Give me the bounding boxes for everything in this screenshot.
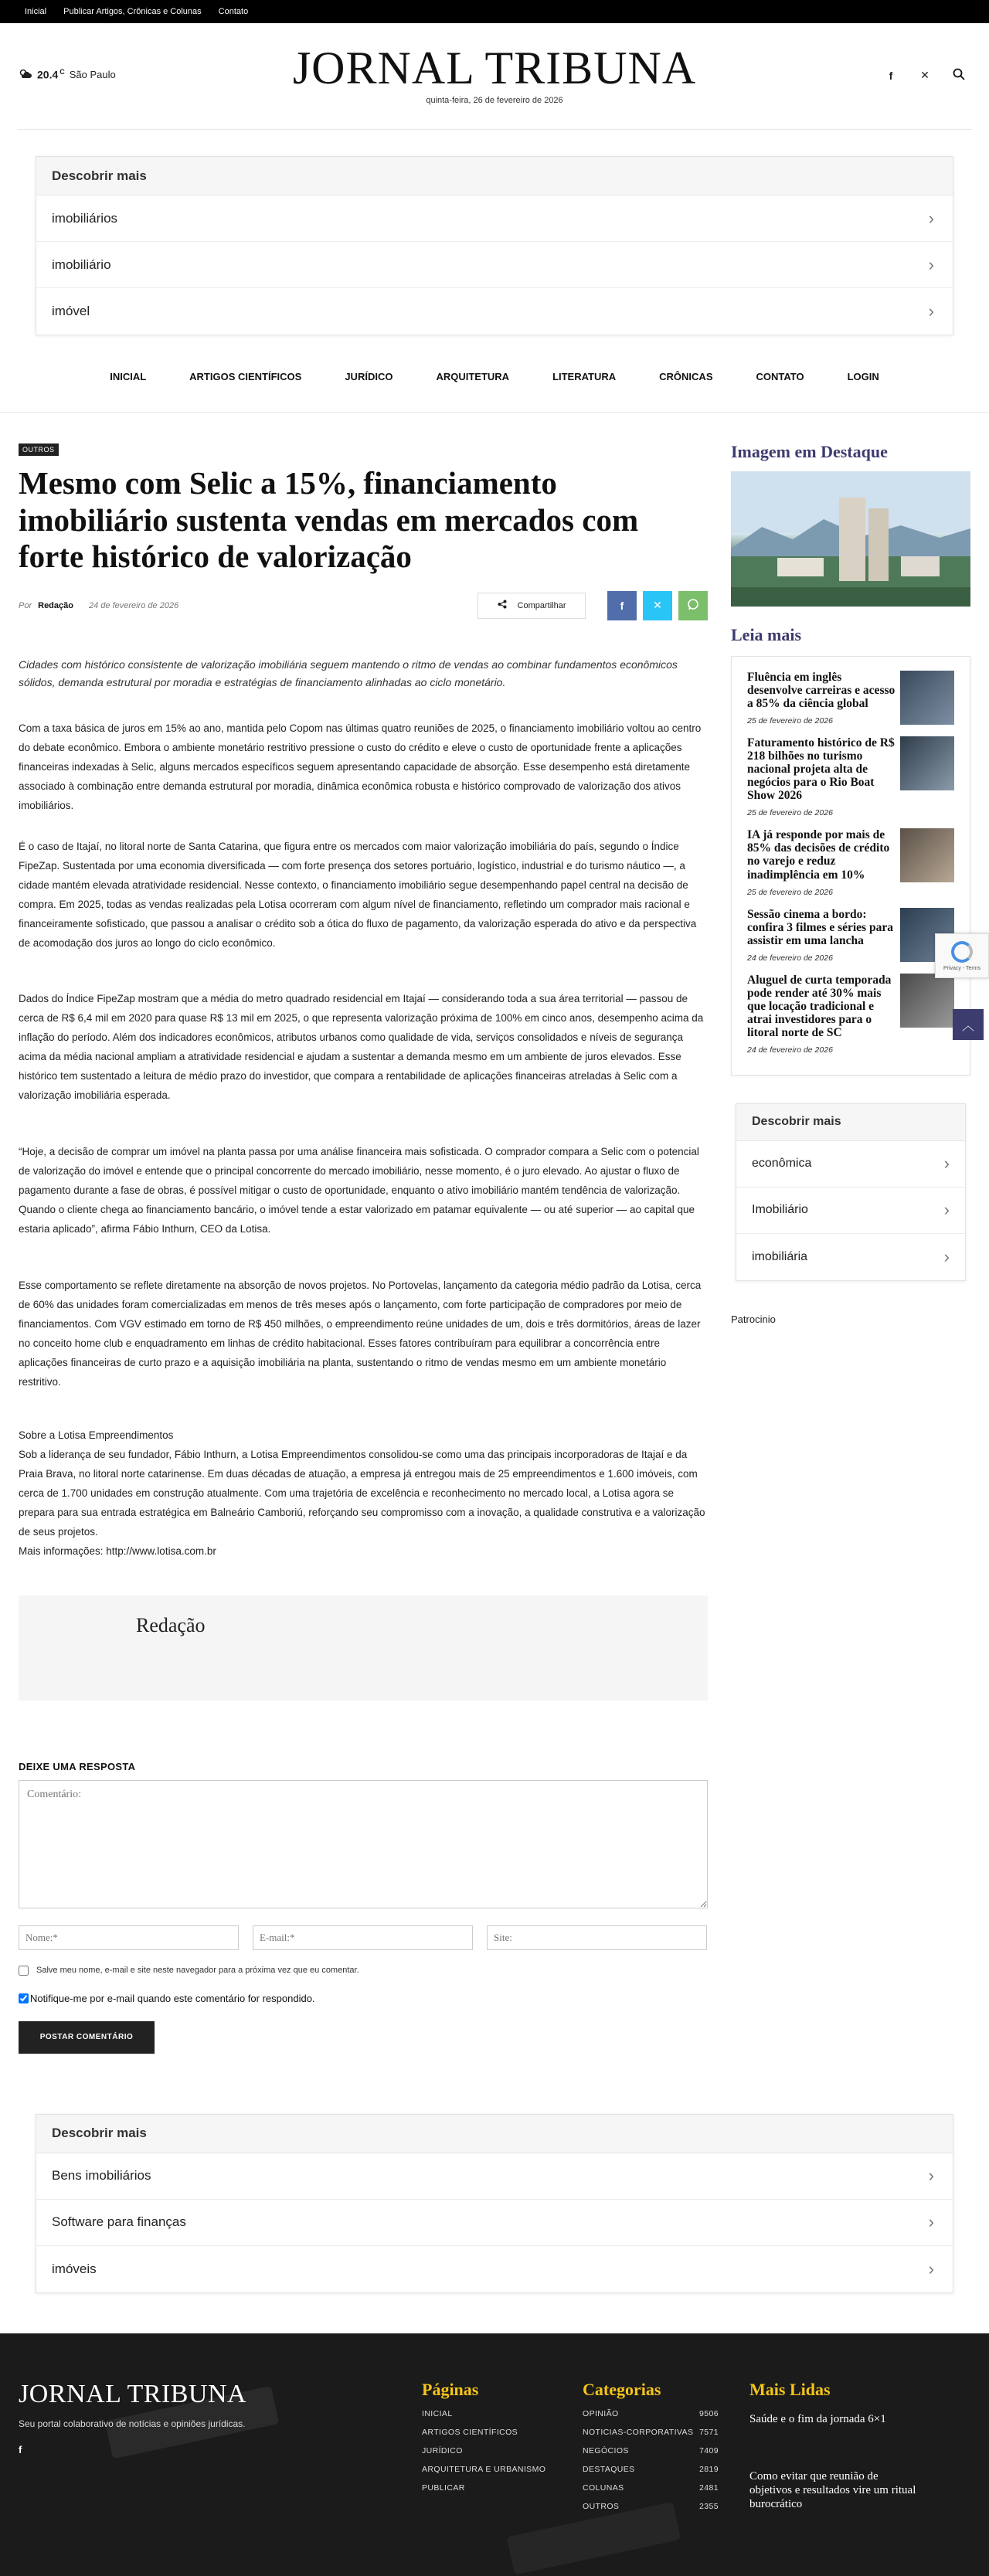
read-more-thumbnail[interactable] — [900, 736, 954, 790]
read-more-item[interactable] — [747, 828, 954, 896]
footer-most-read-title: Mais Lidas — [749, 2379, 831, 2399]
read-more-title-text[interactable]: Fluência em inglês desenvolve carreiras e acesso a 85% da ciência global — [747, 671, 896, 711]
read-more-thumbnail[interactable] — [900, 974, 954, 1028]
whatsapp-icon — [687, 598, 699, 613]
chevron-right-icon: › — [943, 1246, 950, 1266]
facebook-icon[interactable]: f — [889, 69, 893, 82]
discover-title: Descobrir mais — [36, 157, 953, 195]
read-more-date: 24 de fevereiro de 2026 — [747, 953, 833, 963]
footer-pages-title: Páginas — [422, 2379, 479, 2399]
byline-prefix: Por — [19, 600, 32, 610]
nav-item-arquitetura[interactable]: ARQUITETURA — [436, 371, 510, 382]
notify-checkbox-row[interactable] — [19, 1993, 708, 2004]
facebook-icon: f — [620, 599, 624, 612]
discover-more-top — [36, 156, 953, 335]
read-more-item[interactable] — [747, 908, 954, 963]
nav-item-cronicas[interactable]: CRÔNICAS — [659, 371, 713, 382]
article-paragraph: É o caso de Itajaí, no litoral norte de Santa Catarina, que figura entre os mercados com maior valorização imobiliária do país, segundo o Índice FipeZap. Sustentada por uma economia diversificada — com forte presença dos setores portuário, logístico, industrial e do turismo náutico —, a cidade mantém elevada atratividade residencial. Nesse contexto, o financiamento imobiliário segue desempenhando papel central na decisão de compra. Em 2025, todas as vendas realizadas pela Lotisa ocorreram com algum nível de financiamento, refletindo um comprador mais racional e financeiramente sofisticado, que passou a analisar o crédito sob a ótica do fluxo de pagamento, da valorização esperada do ativo e da perspectiva de acomodação dos juros ao longo do ciclo econômico. — [19, 840, 697, 949]
article-paragraph: Esse comportamento se reflete diretamente na absorção de novos projetos. No Portovelas, lançamento da categoria médio padrão da Lotisa, cerca de 60% das unidades foram comercializadas em menos de três meses após o lançamento, com forte participação de compradores por meio de financiamentos. Com VGV estimado em torno de R$ 450 milhões, o empreendimento reúne unidades de um, dois e três dormitórios, áreas de lazer no conceito home club e enquadramento em linhas de crédito habitacional. Esses fatores contribuíram para equilibrar a concorrência entre aplicações financeiras de curto prazo e a aquisição imobiliária na planta, sustentando o ritmo de vendas mesmo em um ambiente monetário restritivo. — [19, 1280, 702, 1388]
read-more-thumbnail[interactable] — [900, 671, 954, 725]
discover-item[interactable]: imobiliária › — [752, 1246, 950, 1266]
sponsorship-label: Patrocinio — [731, 1313, 776, 1325]
x-icon[interactable]: ✕ — [920, 69, 930, 81]
footer-categories-title: Categorias — [583, 2379, 661, 2399]
nav-item-literatura[interactable]: LITERATURA — [552, 371, 617, 382]
discover-title: Descobrir mais — [36, 2115, 953, 2153]
footer-page-link[interactable]: JURÍDICO — [422, 2445, 463, 2455]
footer-most-read — [749, 2380, 919, 2511]
sidebar — [731, 442, 970, 2054]
main-nav — [0, 342, 989, 413]
footer-page-link[interactable]: PUBLICAR — [422, 2483, 465, 2493]
discover-item[interactable]: econômica › — [736, 1141, 965, 1188]
article-meta — [19, 601, 178, 610]
footer-page-link[interactable]: ARQUITETURA E URBANISMO — [422, 2464, 546, 2474]
site-input[interactable] — [487, 1925, 707, 1950]
discover-item[interactable]: imobiliários › — [36, 195, 953, 242]
share-bar — [478, 591, 708, 620]
email-input[interactable] — [253, 1925, 473, 1950]
nav-item-login[interactable]: LOGIN — [847, 371, 879, 382]
share-facebook-button[interactable] — [607, 591, 637, 620]
read-more-title-text[interactable]: Faturamento histórico de R$ 218 bilhões no turismo nacional projeta alta de negócios para o Rio Boat Show 2026 — [747, 736, 895, 803]
footer-category[interactable]: NEGÓCIOS 7409 — [583, 2445, 719, 2455]
save-info-checkbox-row[interactable] — [19, 1966, 708, 1976]
nav-item-inicial[interactable]: INICIAL — [110, 371, 147, 382]
article-lead: Cidades com histórico consistente de valorização imobiliária seguem mantendo o ritmo de vendas ao combinar fundamentos econômicos sólidos, demanda estrutural por moradia e estratégias de financiamento alinhadas ao ciclo monetário. — [19, 658, 678, 688]
author-box — [19, 1596, 708, 1701]
facebook-icon[interactable]: f — [19, 2443, 22, 2455]
chevron-right-icon: › — [928, 2212, 934, 2232]
read-more-item[interactable] — [747, 974, 954, 1055]
footer-category[interactable]: DESTAQUES 2819 — [583, 2464, 719, 2474]
discover-item[interactable]: imobiliário › — [36, 242, 953, 288]
topbar-link-publicar[interactable]: Publicar Artigos, Crônicas e Colunas — [63, 7, 202, 16]
article-title: Mesmo com Selic a 15%, financiamento imobiliário sustenta vendas em mercados com forte histórico de valorização — [19, 465, 639, 575]
read-more-item[interactable] — [747, 736, 954, 817]
comment-form — [19, 1761, 708, 2054]
recaptcha-badge[interactable] — [935, 933, 989, 978]
article — [19, 442, 708, 2054]
discover-item[interactable]: Imobiliário › — [736, 1188, 965, 1234]
chevron-right-icon: › — [928, 301, 934, 321]
read-more-date: 25 de fevereiro de 2026 — [747, 808, 833, 818]
site-footer — [0, 2333, 989, 2576]
save-info-checkbox[interactable] — [19, 1966, 29, 1976]
share-x-button[interactable] — [643, 591, 672, 620]
footer-page-link[interactable]: ARTIGOS CIENTÍFICOS — [422, 2427, 518, 2437]
article-date: 24 de fevereiro de 2026 — [88, 600, 179, 610]
topbar-link-inicial[interactable]: Inicial — [25, 7, 47, 16]
post-comment-button[interactable]: POSTAR COMENTÁRIO — [19, 2021, 155, 2054]
comment-textarea[interactable] — [19, 1780, 708, 1908]
footer-category[interactable]: COLUNAS 2481 — [583, 2483, 719, 2493]
x-icon: ✕ — [653, 599, 662, 612]
featured-image[interactable] — [731, 471, 970, 607]
article-paragraph: Dados do Índice FipeZap mostram que a média do metro quadrado residencial em Itajaí — considerando toda a sua área territorial — passou de cerca de R$ 6,4 mil em 2020 para quase R$ 13 mil em 2025, o que representa valorização próxima de 100% em cinco anos, desempenho acima da inflação do período. Além dos indicadores econômicos, atributos urbanos como qualidade de vida, serviços consolidados e níveis de segurança acima da média nacional ampliam a atratividade residencial e ajudam a sustentar a demanda mesmo em um ambiente de juros elevados. Esse histórico tem sustentado a leitura de médio prazo do investidor, que compara a rentabilidade de aplicações financeiras atreladas à Selic com a valorização imobiliária esperada. — [19, 993, 704, 1102]
chevron-right-icon: › — [928, 2166, 934, 2186]
footer-most-read-item[interactable]: Como evitar que reunião de objetivos e resultados vire um ritual burocrático — [749, 2469, 916, 2510]
site-header — [17, 23, 972, 130]
share-whatsapp-button[interactable] — [678, 591, 708, 620]
footer-most-read-item[interactable]: Saúde e o fim da jornada 6×1 — [749, 2412, 886, 2425]
search-icon[interactable] — [952, 68, 966, 83]
footer-category[interactable]: NOTICIAS-CORPORATIVAS 7571 — [583, 2427, 719, 2437]
discover-title: Descobrir mais — [736, 1104, 965, 1141]
nav-item-artigos[interactable]: ARTIGOS CIENTÍFICOS — [189, 371, 302, 382]
share-button[interactable]: Compartilhar — [478, 593, 586, 619]
read-more-thumbnail[interactable] — [900, 828, 954, 882]
chevron-right-icon: › — [928, 254, 934, 274]
nav-item-contato[interactable]: CONTATO — [756, 371, 804, 382]
read-more-date: 24 de fevereiro de 2026 — [747, 1045, 833, 1055]
read-more-item[interactable] — [747, 671, 954, 726]
discover-item[interactable]: imóvel › — [52, 301, 934, 321]
article-paragraph: Com a taxa básica de juros em 15% ao ano, mantida pelo Copom nas últimas quatro reuniões de 2025, o financiamento imobiliário voltou ao centro do debate econômico. Embora o ambiente monetário restritivo pressione o custo do crédito e eleve o custo de oportunidade frente a aplicações financeiras indexadas à Selic, alguns mercados específicos seguem apresentando capacidade de absorção. Esse desempenho está diretamente associado à combinação entre demanda estrutural por moradia, dinâmica econômica robusta e histórico comprovado de valorização dos ativos imobiliários. — [19, 722, 702, 811]
chevron-right-icon: › — [943, 1154, 950, 1174]
discover-item[interactable]: Bens imobiliários › — [36, 2153, 953, 2200]
notify-checkbox[interactable] — [19, 1993, 29, 2003]
discover-item[interactable]: Software para finanças › — [36, 2200, 953, 2246]
chevron-up-icon: ︿ — [961, 1019, 974, 1033]
footer-tagline: Seu portal colaborativo de notícias e opiniões jurídicas. — [19, 2418, 246, 2429]
share-icon — [498, 600, 507, 611]
article-body — [19, 719, 708, 1392]
nav-item-juridico[interactable]: JURÍDICO — [345, 371, 393, 382]
discover-item[interactable]: imóveis › — [52, 2258, 934, 2279]
site-logo[interactable]: JORNAL TRIBUNA — [292, 42, 697, 93]
recaptcha-text: Privacy - Terms — [943, 965, 981, 971]
recaptcha-icon — [951, 941, 973, 963]
discover-more-bottom — [36, 2114, 953, 2293]
footer-categories — [583, 2380, 719, 2513]
footer-category[interactable]: OUTROS 2355 — [583, 2501, 719, 2511]
name-input[interactable] — [19, 1925, 239, 1950]
read-more-title-text[interactable]: Aluguel de curta temporada pode render até 30% mais que locação tradicional e atrai investidores para o litoral norte de SC — [747, 973, 892, 1039]
read-more-title-text[interactable]: IA já responde por mais de 85% das decisões de crédito no varejo e reduz inadimplência em 10% — [747, 828, 890, 882]
category-tag[interactable]: OUTROS — [19, 443, 59, 456]
weather-temp: 20.4 $^C$ — [37, 68, 65, 81]
read-more-date: 25 de fevereiro de 2026 — [747, 716, 833, 726]
read-more-list — [731, 656, 970, 1076]
top-bar — [0, 0, 989, 23]
comment-form-title: DEIXE UMA RESPOSTA — [19, 1760, 136, 1772]
discover-more-sidebar — [736, 1103, 966, 1281]
chevron-right-icon: › — [943, 1200, 950, 1220]
chevron-right-icon: › — [928, 2258, 934, 2279]
about-more-link[interactable]: Mais informações: http://www.lotisa.com.br — [19, 1545, 216, 1557]
footer-category[interactable]: OPINIÃO 9506 — [583, 2408, 719, 2418]
notify-label: Notifique-me por e-mail quando este comentário for respondido. — [30, 1992, 315, 2004]
article-paragraph: “Hoje, a decisão de comprar um imóvel na planta passa por uma análise financeira mais sofisticada. O comprador compara a Selic com o potencial de valorização do imóvel e entende que o principal concorrente do mercado imobiliário, nesse momento, é o juro elevado. Ao ajustar o fluxo de pagamento durante a fase de obras, é possível mitigar o custo de oportunidade, enquanto o ativo imobiliário mantém tendência de valorização. Quando o cliente chega ao financiamento bancário, o imóvel tende a estar valorizado em patamar equivalente — ou até superior — ao capital que estaria aplicado”, afirma Fábio Inthurn, CEO da Lotisa. — [19, 1146, 699, 1235]
chevron-right-icon: › — [928, 208, 934, 228]
read-more-title: Leia mais — [731, 625, 802, 644]
read-more-date: 25 de fevereiro de 2026 — [747, 887, 833, 897]
footer-brand — [19, 2380, 250, 2455]
weather-city: São Paulo — [69, 69, 116, 80]
read-more-title-text[interactable]: Sessão cinema a bordo: confira 3 filmes e séries para assistir em uma lancha — [747, 907, 893, 947]
about-company — [19, 1426, 708, 1562]
footer-pages — [422, 2380, 545, 2494]
about-title: Sobre a Lotisa Empreendimentos — [19, 1429, 174, 1441]
about-text: Sob a liderança de seu fundador, Fábio Inthurn, a Lotisa Empreendimentos consolidou-se como uma das principais incorporadoras de Itajaí e da Praia Brava, no litoral norte catarinense. Em duas décadas de atuação, a empresa já entregou mais de 25 empreendimentos e 1.600 imóveis, com cerca de 1.700 unidades em construção atualmente. Com uma trajetória de excelência e reconhecimento no mercado local, a Lotisa agora se prepara para sua entrada estratégica em Balneário Camboriú, reforçando seu compromisso com a inovação, a qualidade construtiva e a valorização de seus projetos. — [19, 1448, 705, 1538]
header-date: quinta-feira, 26 de fevereiro de 2026 — [426, 96, 563, 105]
header-social — [884, 68, 966, 83]
save-info-label: Salve meu nome, e-mail e site neste navegador para a próxima vez que eu comentar. — [36, 1966, 359, 1976]
author-box-name[interactable]: Redação — [136, 1613, 206, 1636]
footer-logo[interactable]: JORNAL TRIBUNA — [19, 2379, 247, 2408]
article-author[interactable]: Redação — [38, 600, 73, 610]
topbar-link-contato[interactable]: Contato — [218, 7, 249, 16]
scroll-to-top-button[interactable] — [953, 1009, 984, 1040]
footer-page-link[interactable]: INICIAL — [422, 2408, 453, 2418]
featured-title: Imagem em Destaque — [731, 442, 888, 461]
